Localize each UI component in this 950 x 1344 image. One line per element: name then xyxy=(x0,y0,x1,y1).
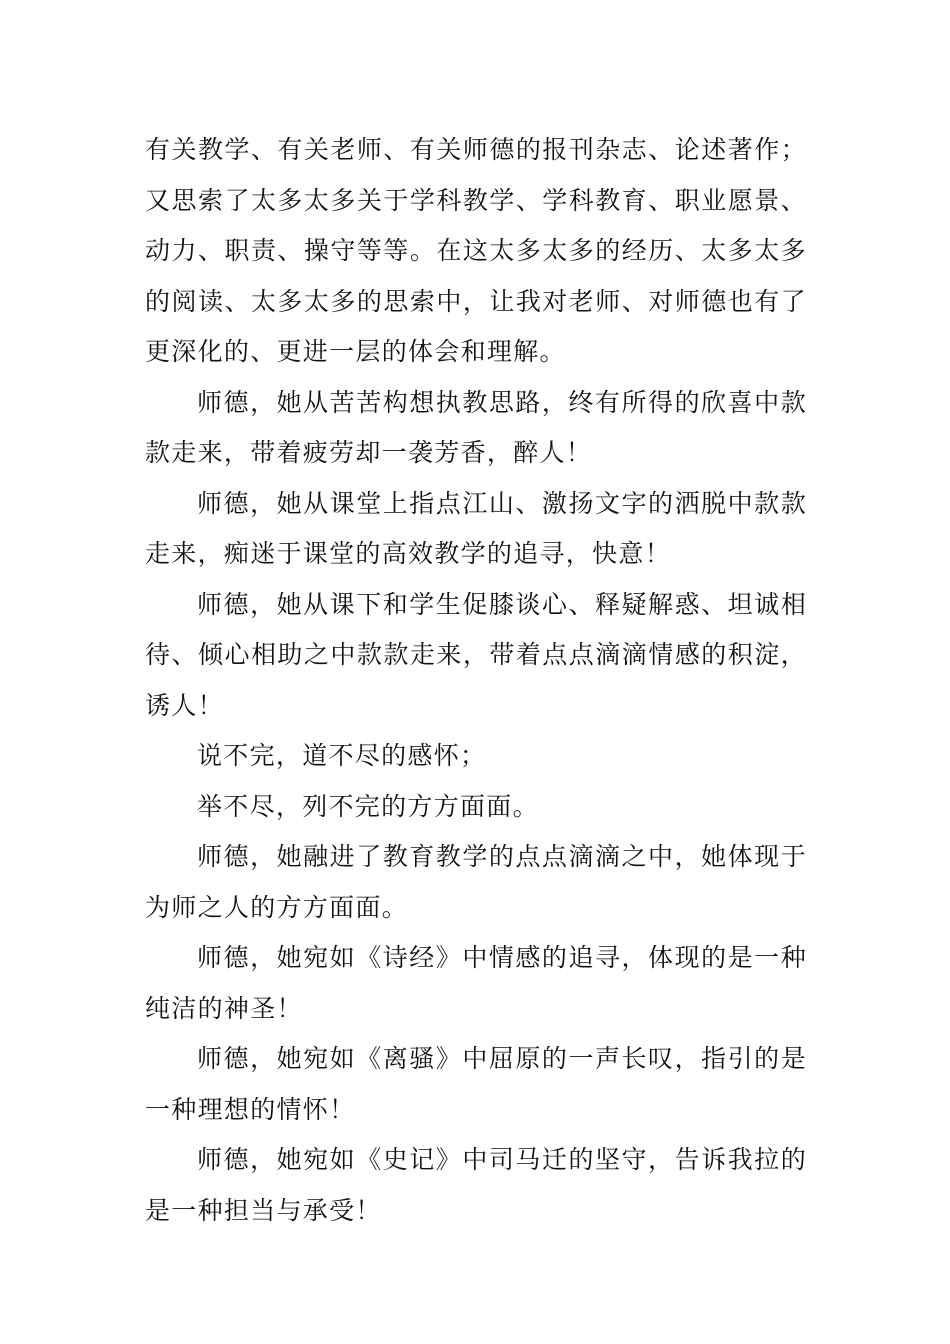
paragraph: 师德，她宛如《离骚》中屈原的一声长叹，指引的是一种理想的情怀！ xyxy=(145,1044,807,1124)
paragraph: 师德，她从苦苦构想执教思路，终有所得的欣喜中款款走来，带着疲劳却一袭芳香，醉人！ xyxy=(145,387,807,467)
paragraph: 举不尽，列不完的方方面面。 xyxy=(197,791,539,821)
paragraph: 说不完，道不尽的感怀； xyxy=(197,741,487,770)
paragraph: 师德，她从课堂上指点江山、激扬文字的洒脱中款款走来，痴迷于课堂的高效教学的追寻，快意！ xyxy=(145,488,807,568)
paragraph: 师德，她从课下和学生促膝谈心、释疑解惑、坦诚相待、倾心相助之中款款走来，带着点点滴滴情感的积淀，诱人！ xyxy=(145,589,807,720)
paragraph: 师德，她宛如《诗经》中情感的追寻，体现的是一种纯洁的神圣！ xyxy=(145,943,807,1023)
paragraph: 师德，她融进了教育教学的点点滴滴之中，她体现于为师之人的方方面面。 xyxy=(145,842,807,922)
document-body xyxy=(145,125,807,1236)
paragraph: 师德，她宛如《史记》中司马迁的坚守，告诉我拉的是一种担当与承受！ xyxy=(145,1145,807,1225)
paragraph-continued: 有关教学、有关老师、有关师德的报刊杂志、论述著作；又思索了太多太多关于学科教学、学科教育、职业愿景、动力、职责、操守等等。在这太多太多的经历、太多太多的阅读、太多太多的思索中，让我对老师、对师德也有了更深化的、更进一层的体会和理解。 xyxy=(145,135,807,366)
